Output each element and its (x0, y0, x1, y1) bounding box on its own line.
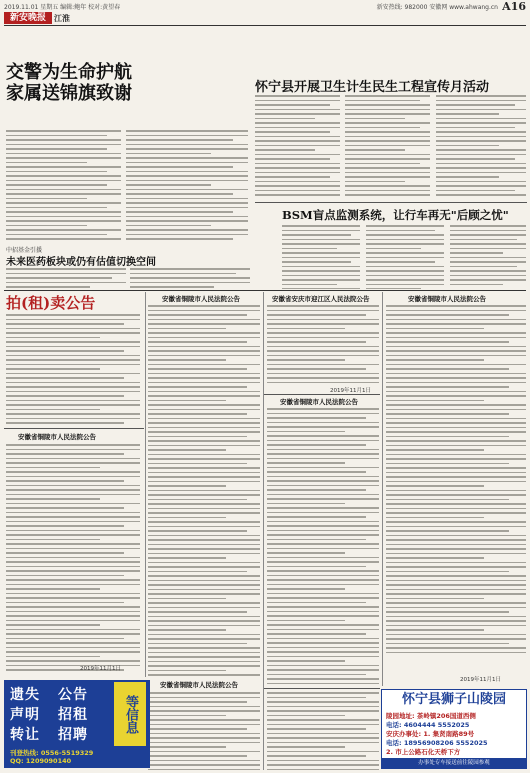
notice-title-4: 安徽省铜陵市人民法院公告 (280, 398, 358, 406)
ad-office-2: 2. 市上公路石化天桥下方 (386, 748, 461, 756)
section-name: 江淮 (54, 14, 70, 23)
section-divider (255, 202, 527, 203)
ad-cell-transfer: 转让 (10, 727, 40, 743)
page-header (0, 0, 530, 26)
ad-title: 怀宁县狮子山陵园 (382, 690, 526, 710)
ad-qq: QQ: 1209090140 (10, 757, 72, 765)
page-number: A16 (502, 0, 526, 13)
notice-body-col3-a (267, 305, 379, 385)
ad-address: 陵园地址: 茶岭镇206国道西侧 (386, 712, 476, 720)
notice-title-6: 安徽省铜陵市人民法院公告 (160, 681, 238, 689)
notice-date-5: 2019年11月1日 (460, 677, 501, 683)
ad-cell-statement: 声明 (10, 707, 40, 723)
notice-body-col4 (386, 305, 526, 655)
notice-title-5: 安徽省铜陵市人民法院公告 (408, 295, 486, 303)
notice-body-bottom (148, 692, 260, 770)
ad-cell-hiring: 招聘 (58, 727, 88, 743)
classifieds-title: 拍(租)卖公告 (6, 294, 96, 312)
bsm-body-2 (366, 225, 444, 289)
notice-body-col1-a (6, 314, 140, 424)
column-rule (263, 292, 264, 770)
kicker: 中招基金引援 (6, 247, 43, 254)
bsm-body-1 (282, 225, 360, 289)
notice-title-2: 安徽省铜陵市人民法院公告 (162, 295, 240, 303)
notice-divider (264, 688, 380, 689)
column-rule (382, 292, 383, 686)
article-body-left (6, 130, 121, 240)
notice-body-col2 (148, 305, 260, 677)
classified-ad-banner[interactable] (4, 680, 150, 768)
header-meta: 2019.11.01 星期五 编辑:鲍年 校对:黄望春 (4, 4, 121, 11)
notice-divider (264, 394, 380, 395)
notice-divider (4, 428, 144, 429)
article-body-mid-3 (436, 95, 526, 199)
notice-body-col1-b (6, 444, 140, 672)
notice-body-col3-b (267, 408, 379, 686)
newspaper-logo: 新安晚报 (4, 12, 52, 24)
ad-phone: 电话: 4604444 5552025 (386, 721, 470, 729)
notice-date-1: 2019年11月1日 (80, 666, 121, 672)
ad-shuttle-note: 办事处专车接送前往陵园参观 (382, 758, 526, 768)
main-headline: 交警为生命护航 家属送锦旗致谢 (6, 62, 132, 104)
ad-cell-lost: 遗失 (10, 687, 40, 703)
sub-article-body-2 (130, 268, 250, 288)
column-rule (145, 292, 146, 677)
article-body-mid-1 (255, 95, 340, 199)
header-hotline: 新安热线: 982000 安徽网 www.ahwang.cn (376, 4, 498, 11)
notice-date-3: 2019年11月1日 (330, 388, 371, 394)
ad-phone: 刊登热线: 0556-5519329 (10, 749, 94, 757)
ad-cell-notice: 公告 (58, 687, 88, 703)
notice-title-1: 安徽省铜陵市人民法院公告 (18, 433, 96, 441)
ad-cell-lease: 招租 (58, 707, 88, 723)
bsm-body-3 (450, 225, 526, 289)
header-rule (4, 25, 526, 26)
sub-headline: 未来医药板块或仍有估值切换空间 (6, 257, 156, 268)
ad-side-label: 等信息 (114, 682, 146, 746)
notice-body-bottom-2 (267, 692, 379, 770)
article-body-left-2 (126, 130, 248, 240)
middle-headline: 怀宁县开展卫生计生民生工程宣传月活动 (255, 80, 490, 95)
cemetery-ad[interactable] (381, 689, 527, 769)
bsm-headline: BSM盲点监测系统，让行车再无"后顾之忧" (282, 208, 509, 222)
ad-office: 安庆办事处: 1. 集贤南路89号 (386, 730, 475, 738)
sub-article-body-1 (6, 268, 126, 288)
ad-office-phone: 电话: 18956908206 5552025 (386, 739, 488, 747)
notice-title-3: 安徽省安庆市迎江区人民法院公告 (272, 295, 370, 303)
page-divider (4, 290, 526, 291)
article-body-mid-2 (345, 95, 430, 199)
